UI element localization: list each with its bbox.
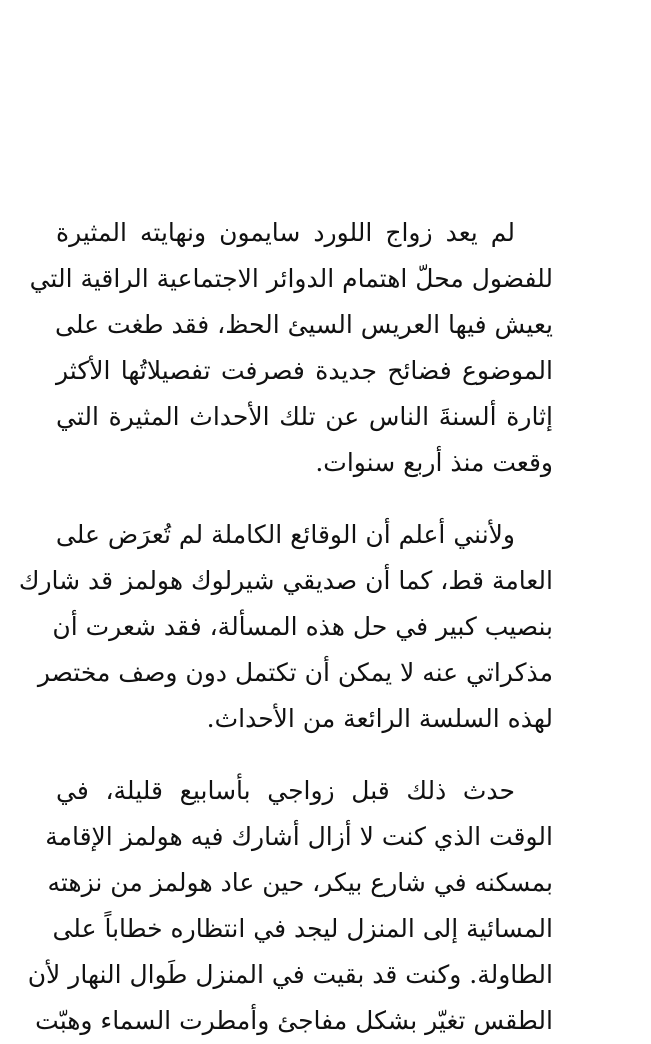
text-line: العامة قط، كما أن صديقي شيرلوك هولمز قد شارك <box>18 566 553 595</box>
text-line: بنصيب كبير في حل هذه المسألة، فقد شعرت أن <box>52 612 553 641</box>
paragraph-1 <box>29 210 591 486</box>
text-line: الطقس تغيّر بشكل مفاجئ وأمطرت السماء وهبّت <box>35 1006 553 1035</box>
text-line: لهذه السلسة الرائعة من الأحداث. <box>206 704 553 733</box>
text-line: الوقت الذي كنت لا أزال أشارك فيه هولمز الإقامة <box>45 822 553 851</box>
text-line: حدث ذلك قبل زواجي بأسابيع قليلة، في <box>56 776 515 805</box>
text-line: المسائية إلى المنزل ليجد في انتظاره خطاباً على <box>52 914 553 943</box>
text-line: يعيش فيها العريس السيئ الحظ، فقد طغت على <box>55 310 553 339</box>
text-line: ولأنني أعلم أن الوقائع الكاملة لم تُعرَض على <box>55 520 515 549</box>
text-line: للفضول محلّ اهتمام الدوائر الاجتماعية الراقية التي <box>29 264 553 293</box>
text-line: لم يعد زواج اللورد سايمون ونهايته المثيرة <box>56 218 515 247</box>
paragraph-2 <box>18 512 591 742</box>
text-line: بمسكنه في شارع بيكر، حين عاد هولمز من نزهته <box>47 868 553 897</box>
text-line: مذكراتي عنه لا يمكن أن تكتمل دون وصف مختصر <box>37 658 553 687</box>
paragraph-3 <box>27 768 591 1044</box>
text-line: وقعت منذ أربع سنوات. <box>315 448 553 477</box>
text-line: الطاولة. وكنت قد بقيت في المنزل طَوال النهار لأن <box>27 960 553 989</box>
text-line: إثارة ألسنةَ الناس عن تلك الأحداث المثيرة التي <box>56 402 553 431</box>
text-line: الموضوع فضائح جديدة فصرفت تفصيلاتُها الأكثر <box>56 356 553 385</box>
